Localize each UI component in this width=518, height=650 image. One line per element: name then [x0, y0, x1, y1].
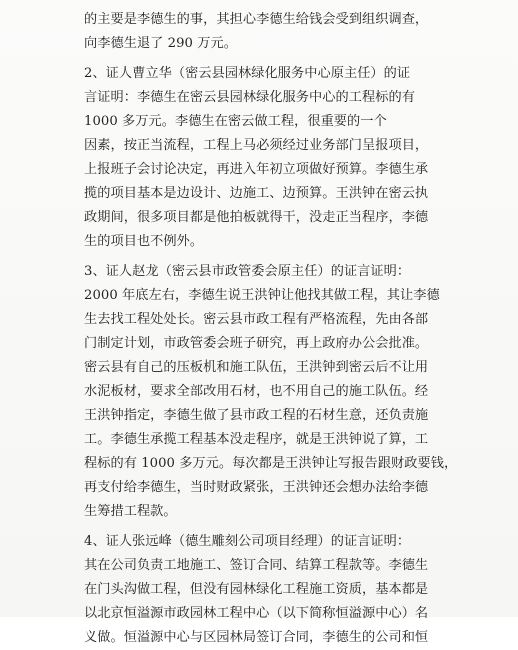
text-line: 密云县有自己的压板机和施工队伍，王洪钟到密云后不让用 — [84, 360, 429, 375]
text-line: 门制定计划，市政管委会班子研究，再上政府办公会批准。 — [84, 336, 429, 351]
text-line: 生筹措工程款。 — [84, 504, 177, 519]
text-line: 向李德生退了 290 万元。 — [84, 36, 237, 51]
text-line: 义做。恒溢源中心与区园林局签订合同，李德生的公司和恒 — [84, 630, 429, 645]
text-line: 4、证人张远峰（德生雕刻公司项目经理）的证言证明： — [84, 534, 411, 549]
text-line: 1000 多万元。李德生在密云做工程，很重要的一个 — [84, 114, 387, 129]
text-line: 生的项目也不例外。 — [84, 234, 204, 249]
text-line: 工。李德生承揽工程基本没走程序，就是王洪钟说了算，工 — [84, 432, 429, 447]
text-line: 3、证人赵龙（密云县市政管委会原主任）的证言证明： — [84, 264, 411, 279]
text-line: 生去找工程处处长。密云县市政工程有严格流程，先由各部 — [84, 312, 429, 327]
text-line: 王洪钟指定，李德生做了县市政工程的石材生意，还负责施 — [84, 408, 429, 423]
text-line: 言证明：李德生在密云县园林绿化服务中心的工程标的有 — [84, 90, 415, 105]
text-line: 其在公司负责工地施工、签订合同、结算工程款等。李德生 — [84, 558, 429, 573]
text-line: 揽的项目基本是边设计、边施工、边预算。王洪钟在密云执 — [84, 186, 429, 201]
text-line: 2、证人曹立华（密云县园林绿化服务中心原主任）的证 — [84, 66, 411, 81]
text-line: 程标的有 1000 多万元。每次都是王洪钟让写报告跟财政要钱， — [84, 456, 458, 471]
text-line: 再支付给李德生，当时财政紧张，王洪钟还会想办法给李德 — [84, 480, 429, 495]
text-line: 以北京恒溢源市政园林工程中心（以下简称恒溢源中心）名 — [84, 606, 429, 621]
text-line: 政期间，很多项目都是他拍板就得干，没走正当程序，李德 — [84, 210, 429, 225]
text-line: 水泥板材，要求全部改用石材，也不用自己的施工队伍。经 — [84, 384, 429, 399]
text-line: 的主要是李德生的事，其担心李德生给钱会受到组织调查， — [84, 12, 429, 27]
text-line: 在门头沟做工程，但没有园林绿化工程施工资质，基本都是 — [84, 582, 429, 597]
text-line: 2000 年底左右，李德生说王洪钟让他找其做工程，其让李德 — [84, 288, 440, 303]
text-line: 因素，按正当流程，工程上马必须经过业务部门呈报项目， — [84, 138, 429, 153]
text-line: 上报班子会讨论决定，再进入年初立项做好预算。李德生承 — [84, 162, 429, 177]
